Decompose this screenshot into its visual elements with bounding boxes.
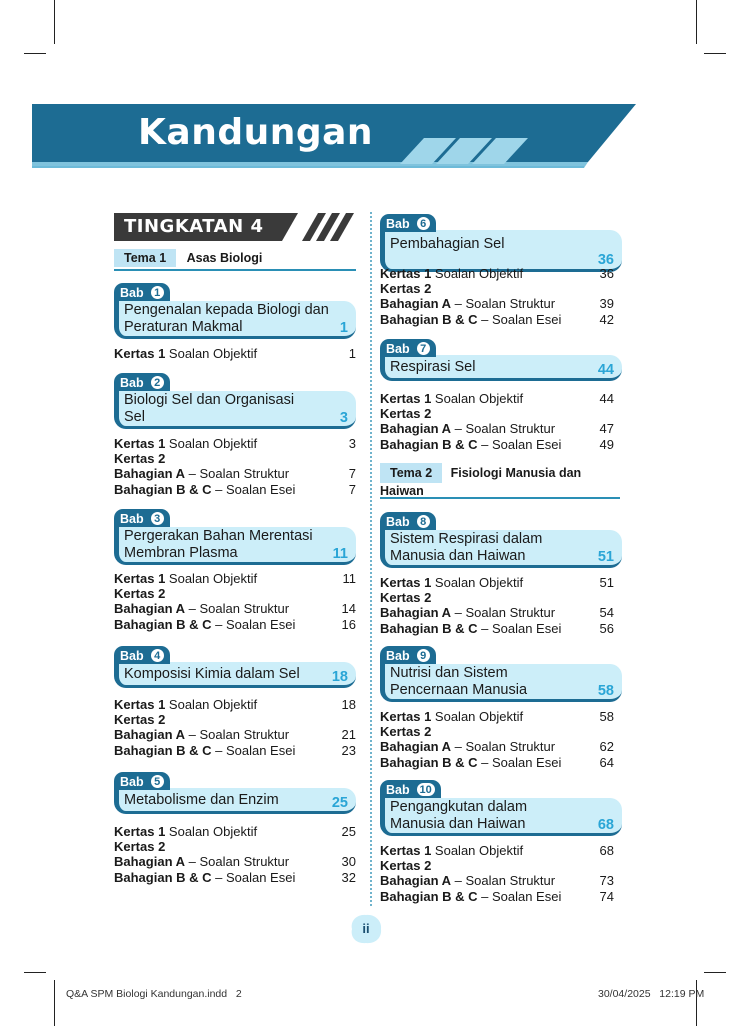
chapter-number: 5 — [149, 773, 166, 790]
chapter-number: 2 — [149, 374, 166, 391]
chapter-page: 44 — [597, 362, 614, 378]
chapter-card[interactable] — [114, 646, 356, 688]
entry-row: Bahagian B & C – Soalan Esei 7 — [114, 481, 356, 497]
chapter-title: Pengangkutan dalam Manusia dan Haiwan — [390, 799, 528, 832]
chapter-number: 1 — [149, 284, 166, 301]
entry-row: Bahagian B & C – Soalan Esei 56 — [380, 620, 614, 636]
chapter-entries — [114, 436, 356, 497]
entry-row: Bahagian A – Soalan Struktur 39 — [380, 296, 614, 312]
footer-file: Q&A SPM Biologi Kandungan.indd 2 — [66, 988, 242, 1000]
entry-row: Kertas 2 — [380, 406, 432, 422]
chapter-card[interactable] — [380, 214, 622, 268]
chapter-page: 51 — [597, 549, 614, 565]
theme-title: Fisiologi Manusia dan Haiwan — [380, 466, 582, 498]
entry-row: Kertas 1 Soalan Objektif 58 — [380, 709, 614, 724]
level-heading — [114, 213, 356, 241]
entry-row: Kertas 2 — [380, 724, 432, 740]
entry-row: Kertas 2 — [114, 451, 166, 467]
entry-row: Kertas 1 Soalan Objektif 18 — [114, 697, 356, 712]
entry-row: Kertas 2 — [380, 858, 432, 874]
crop-mark — [704, 972, 726, 973]
chapter-label: Bab 8 — [380, 512, 436, 530]
chapter-entries — [114, 824, 356, 885]
chapter-page: 1 — [339, 320, 348, 336]
chapter-label: Bab 2 — [114, 373, 170, 391]
chapter-title: Pengenalan kepada Biologi dan Peraturan Makmal — [124, 302, 329, 335]
crop-mark — [24, 53, 46, 54]
entry-row: Bahagian B & C – Soalan Esei 23 — [114, 742, 356, 758]
chapter-label: Bab 6 — [380, 214, 436, 232]
entry-row: Bahagian B & C – Soalan Esei 32 — [114, 869, 356, 885]
chapter-title: Pembahagian Sel — [390, 236, 505, 252]
footer-date: 30/04/2025 12:19 PM — [598, 988, 705, 1000]
chapter-title: Sistem Respirasi dalam Manusia dan Haiwan — [390, 531, 543, 564]
column-divider — [370, 212, 372, 906]
entry-row: Bahagian A – Soalan Struktur 73 — [380, 873, 614, 889]
entry-row: Bahagian A – Soalan Struktur 62 — [380, 739, 614, 755]
entry-row: Kertas 2 — [114, 712, 166, 728]
entry-row: Bahagian A – Soalan Struktur 14 — [114, 601, 356, 617]
entry-row: Kertas 1 Soalan Objektif 3 — [114, 436, 356, 451]
chapter-page: 18 — [331, 669, 348, 685]
entry-row: Kertas 1 Soalan Objektif 68 — [380, 843, 614, 858]
theme-header — [114, 249, 356, 271]
chapter-number: 10 — [415, 781, 437, 798]
entry-row: Kertas 2 — [380, 281, 432, 297]
entry-row: Bahagian B & C – Soalan Esei 64 — [380, 754, 614, 770]
chapter-entries — [380, 266, 614, 327]
entry-row: Bahagian A – Soalan Struktur 21 — [114, 727, 356, 743]
entry-row: Kertas 1 Soalan Objektif 51 — [380, 575, 614, 590]
crop-mark — [54, 0, 55, 44]
chapter-label: Bab 10 — [380, 780, 441, 798]
chapter-entries — [114, 571, 356, 632]
entry-row: Kertas 2 — [380, 590, 432, 606]
chapter-number: 6 — [415, 215, 432, 232]
chapter-title: Metabolisme dan Enzim — [124, 792, 279, 808]
chapter-card[interactable] — [380, 339, 622, 381]
page-title: Kandungan — [138, 112, 374, 153]
chapter-card[interactable] — [380, 780, 622, 836]
chapter-label: Bab 9 — [380, 646, 436, 664]
entry-row: Kertas 1 Soalan Objektif 25 — [114, 824, 356, 839]
chapter-page: 36 — [597, 252, 614, 268]
chapter-entries — [380, 709, 614, 770]
crop-mark — [54, 980, 55, 1026]
chapter-number: 9 — [415, 647, 432, 664]
level-title: TINGKATAN 4 — [124, 216, 264, 237]
chapter-card[interactable] — [114, 373, 356, 429]
theme-header — [380, 463, 620, 499]
chapter-card[interactable] — [114, 772, 356, 814]
header-banner — [32, 104, 636, 168]
crop-mark — [24, 972, 46, 973]
page-number — [348, 912, 384, 946]
chapter-page: 68 — [597, 817, 614, 833]
crop-mark — [696, 0, 697, 44]
chapter-title: Pergerakan Bahan Merentasi Membran Plasma — [124, 528, 313, 561]
entry-row: Kertas 1 Soalan Objektif 1 — [114, 346, 356, 361]
entry-row: Bahagian B & C – Soalan Esei 74 — [380, 888, 614, 904]
chapter-number: 4 — [149, 647, 166, 664]
entry-row: Kertas 1 Soalan Objektif 11 — [114, 571, 356, 586]
entry-row: Bahagian A – Soalan Struktur 7 — [114, 466, 356, 482]
chapter-card[interactable] — [114, 283, 356, 339]
theme-tag: Tema 1 — [114, 249, 176, 267]
chapter-entries — [114, 697, 356, 758]
chapter-label: Bab 1 — [114, 283, 170, 301]
chapter-number: 3 — [149, 510, 166, 527]
chapter-title: Respirasi Sel — [390, 359, 476, 375]
chapter-page: 58 — [597, 683, 614, 699]
chapter-number: 7 — [415, 340, 432, 357]
crop-mark — [696, 980, 697, 1026]
chapter-title: Komposisi Kimia dalam Sel — [124, 666, 300, 682]
entry-row: Kertas 2 — [114, 839, 166, 855]
entry-row: Kertas 2 — [114, 586, 166, 602]
entry-row: Bahagian B & C – Soalan Esei 49 — [380, 436, 614, 452]
chapter-entries — [114, 346, 356, 361]
theme-title: Asas Biologi — [186, 251, 263, 265]
chapter-title: Nutrisi dan Sistem Pencernaan Manusia — [390, 665, 528, 698]
chapter-label: Bab 3 — [114, 509, 170, 527]
chapter-card[interactable] — [380, 512, 622, 568]
chapter-number: 8 — [415, 513, 432, 530]
chapter-page: 3 — [339, 410, 348, 426]
entry-row: Bahagian B & C – Soalan Esei 42 — [380, 311, 614, 327]
chapter-title: Biologi Sel dan Organisasi Sel — [124, 392, 295, 425]
entry-row: Bahagian A – Soalan Struktur 47 — [380, 421, 614, 437]
chapter-page: 11 — [332, 546, 348, 562]
chapter-entries — [380, 391, 614, 452]
crop-mark — [704, 53, 726, 54]
entry-row: Bahagian A – Soalan Struktur 54 — [380, 605, 614, 621]
chapter-entries — [380, 575, 614, 636]
theme-tag: Tema 2 — [380, 463, 442, 483]
entry-row: Kertas 1 Soalan Objektif 36 — [380, 266, 614, 281]
chapter-page: 25 — [331, 795, 348, 811]
entry-row: Bahagian B & C – Soalan Esei 16 — [114, 616, 356, 632]
chapter-card[interactable] — [114, 509, 356, 565]
chapter-label: Bab 5 — [114, 772, 170, 790]
chapter-card[interactable] — [380, 646, 622, 702]
page-number-text: ii — [362, 921, 370, 936]
chapter-label: Bab 4 — [114, 646, 170, 664]
entry-row: Bahagian A – Soalan Struktur 30 — [114, 854, 356, 870]
entry-row: Kertas 1 Soalan Objektif 44 — [380, 391, 614, 406]
chapter-entries — [380, 843, 614, 904]
chapter-label: Bab 7 — [380, 339, 436, 357]
